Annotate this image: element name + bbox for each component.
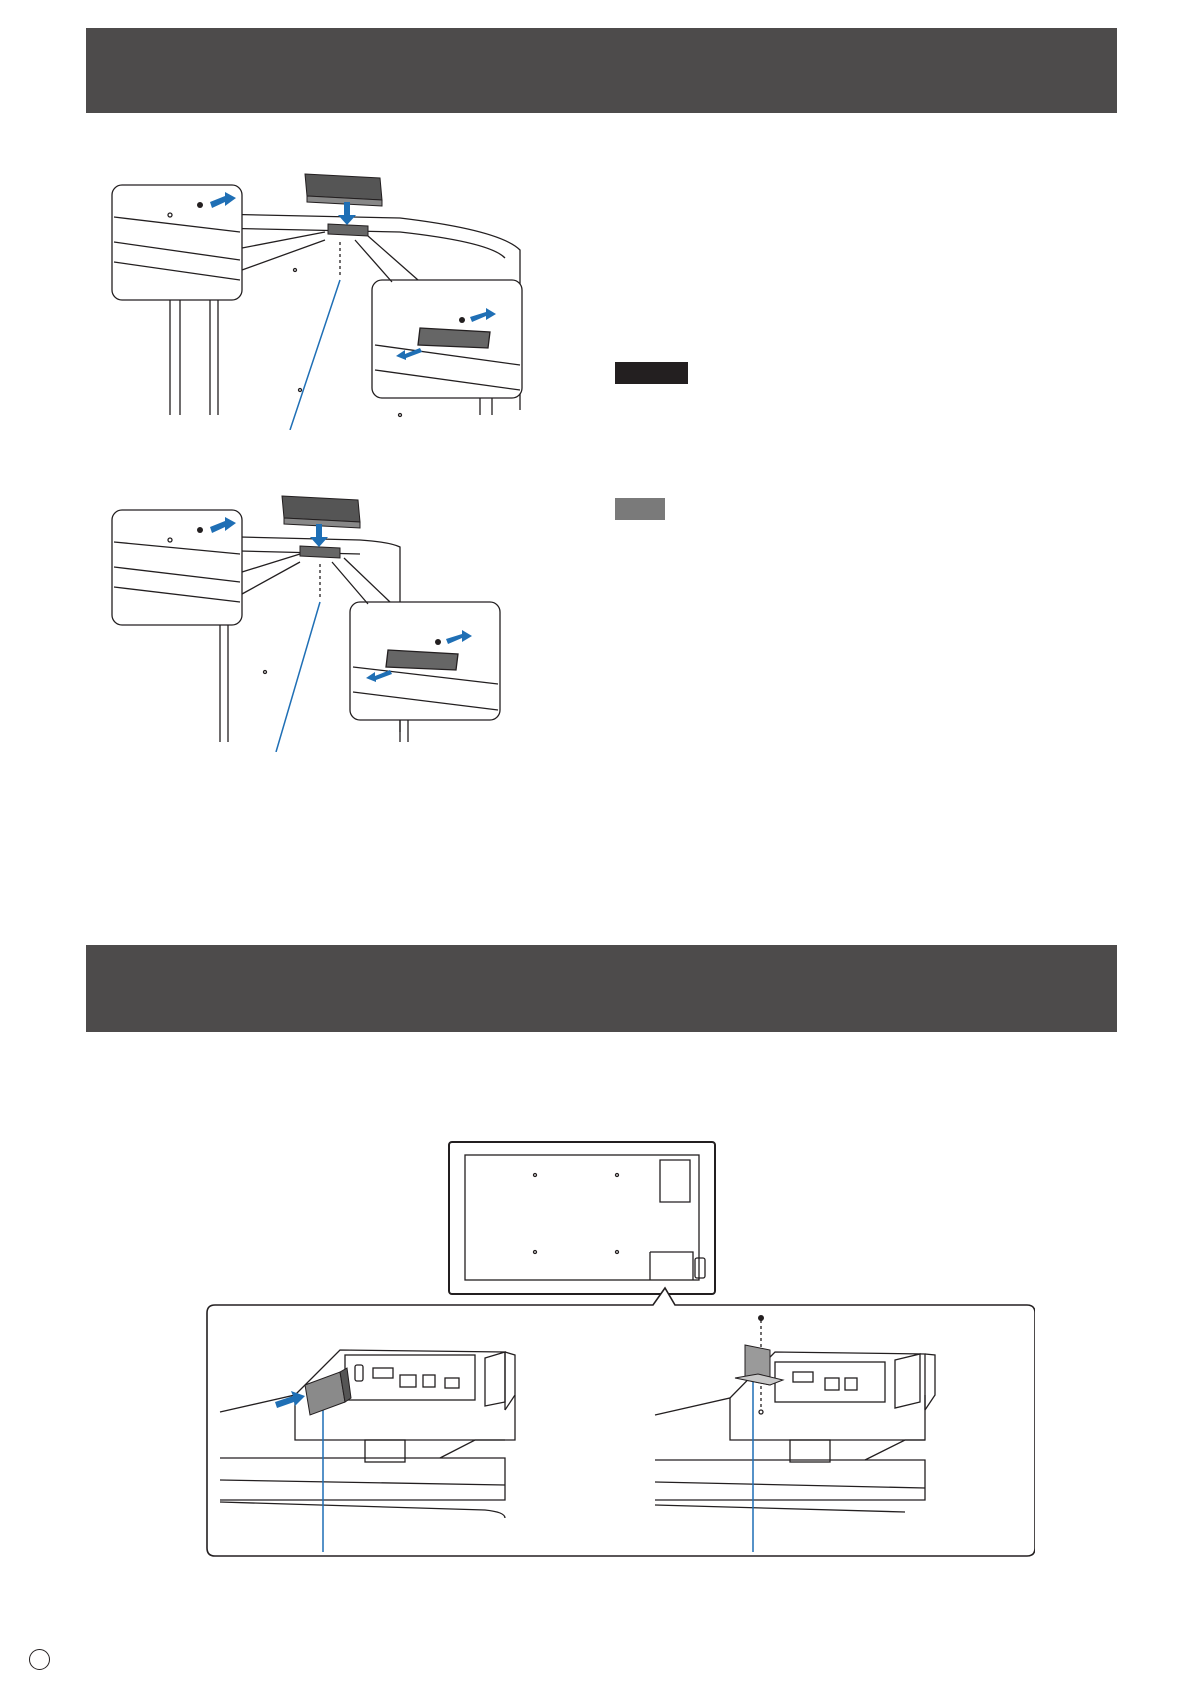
camera-mount-figure-2 [100, 492, 520, 752]
caution-label [615, 362, 688, 384]
page-number-circle [29, 1649, 50, 1670]
screw-icon [758, 1315, 764, 1321]
display-back-figure [205, 1140, 1035, 1565]
section-header-usb [86, 945, 1117, 1032]
camera-bracket-icon [305, 174, 382, 236]
camera-mount-figure-1 [100, 170, 530, 430]
section-header-camera [86, 28, 1117, 113]
note-label [615, 498, 665, 520]
